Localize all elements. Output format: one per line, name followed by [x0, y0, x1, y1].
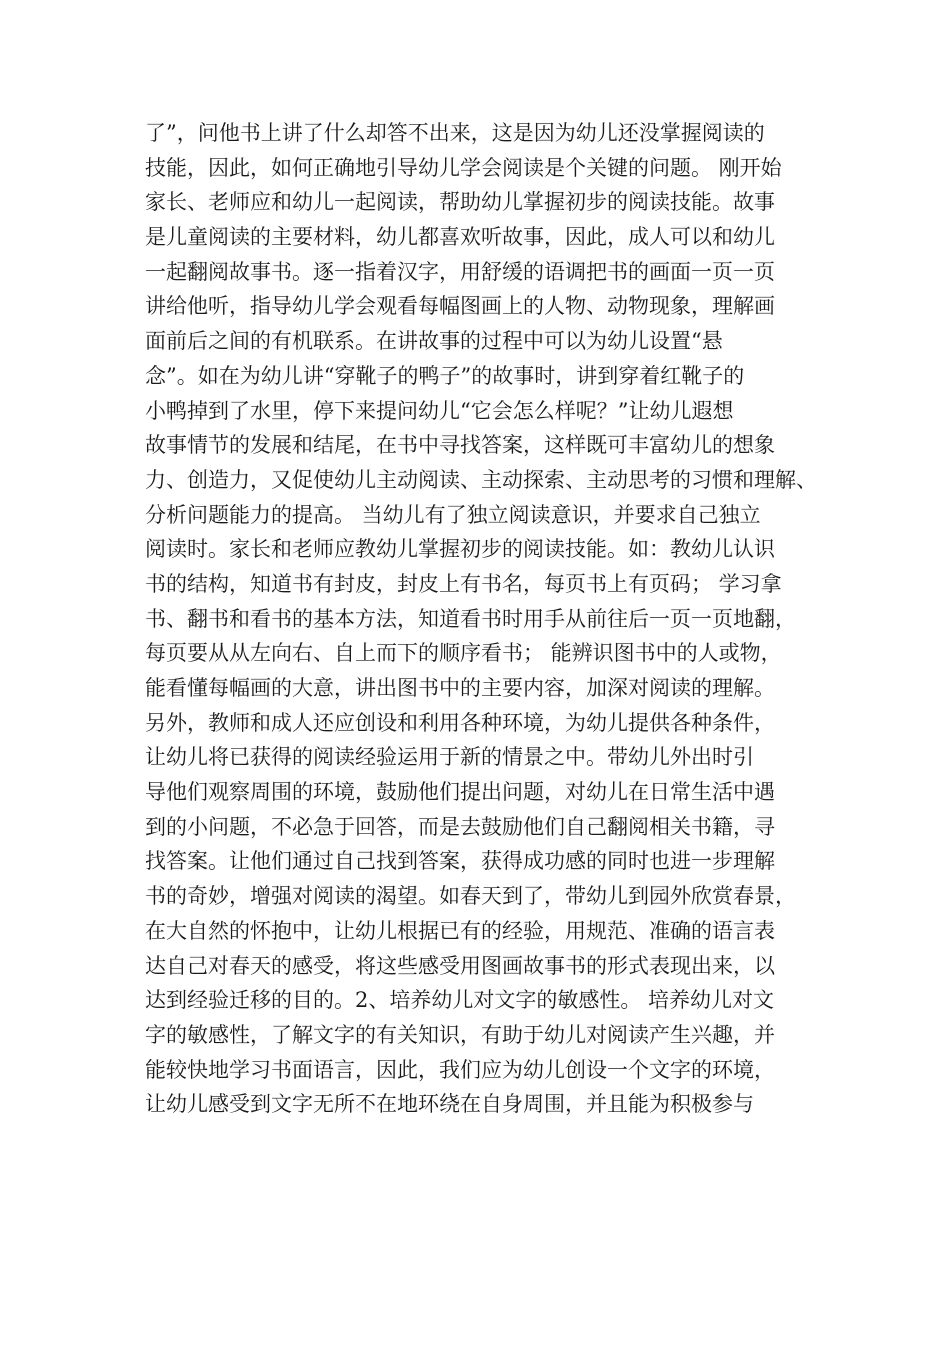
- text-line: 一起翻阅故事书。逐一指着汉字，用舒缓的语调把书的画面一页一页: [145, 259, 775, 284]
- text-line: 分析问题能力的提高。 当幼儿有了独立阅读意识，并要求自己独立: [145, 502, 761, 527]
- text-line: 让幼儿感受到文字无所不在地环绕在自身周围，并且能为积极参与: [145, 1092, 754, 1117]
- text-line: 让幼儿将已获得的阅读经验运用于新的情景之中。带幼儿外出时引: [145, 745, 754, 770]
- text-line: 另外，教师和成人还应创设和利用各种环境，为幼儿提供各种条件，: [145, 710, 775, 735]
- text-line: 能较快地学习书面语言，因此，我们应为幼儿创设一个文字的环境，: [145, 1057, 775, 1082]
- text-line: 念”。如在为幼儿讲“穿靴子的鸭子”的故事时，讲到穿着红靴子的: [145, 363, 745, 388]
- text-line: 达自己对春天的感受，将这些感受用图画故事书的形式表现出来，以: [145, 953, 775, 978]
- text-line: 力、创造力，又促使幼儿主动阅读、主动探索、主动思考的习惯和理解、: [145, 467, 817, 492]
- text-line: 能看懂每幅画的大意，讲出图书中的主要内容，加深对阅读的理解。: [145, 676, 775, 700]
- text-line: 家长、老师应和幼儿一起阅读，帮助幼儿掌握初步的阅读技能。故事: [145, 190, 775, 215]
- text-line: 书的结构，知道书有封皮，封皮上有书名，每页书上有页码； 学习拿: [145, 571, 782, 596]
- text-line: 达到经验迁移的目的。2、培养幼儿对文字的敏感性。 培养幼儿对文: [145, 988, 775, 1013]
- text-line: 故事情节的发展和结尾，在书中寻找答案，这样既可丰富幼儿的想象: [145, 433, 775, 458]
- text-line: 字的敏感性，了解文字的有关知识，有助于幼儿对阅读产生兴趣，并: [145, 1022, 775, 1047]
- text-line: 阅读时。家长和老师应教幼儿掌握初步的阅读技能。如：教幼儿认识: [145, 537, 775, 562]
- text-line: 技能，因此，如何正确地引导幼儿学会阅读是个关键的问题。 刚开始: [145, 155, 782, 180]
- text-line: 到的小问题，不必急于回答，而是去鼓励他们自己翻阅相关书籍，寻: [145, 814, 775, 839]
- text-line: 导他们观察周围的环境，鼓励他们提出问题，对幼儿在日常生活中遇: [145, 780, 775, 805]
- text-line: 书的奇妙，增强对阅读的渴望。如春天到了，带幼儿到园外欣赏春景，: [145, 884, 796, 909]
- text-line: 每页要从从左向右、自上而下的顺序看书； 能辨识图书中的人或物，: [145, 641, 782, 666]
- text-line: 了”，问他书上讲了什么却答不出来，这是因为幼儿还没掌握阅读的: [145, 121, 765, 145]
- body-text: [145, 116, 825, 1122]
- text-line: 是儿童阅读的主要材料，幼儿都喜欢听故事，因此，成人可以和幼儿: [145, 225, 775, 250]
- text-line: 小鸭掉到了水里，停下来提问幼儿“它会怎么样呢？”让幼儿遐想: [145, 398, 734, 423]
- text-line: 在大自然的怀抱中，让幼儿根据已有的经验，用规范、准确的语言表: [145, 918, 775, 943]
- text-line: 书、翻书和看书的基本方法，知道看书时用手从前往后一页一页地翻，: [145, 606, 796, 631]
- text-line: 面前后之间的有机联系。在讲故事的过程中可以为幼儿设置“悬: [145, 329, 723, 354]
- text-line: 讲给他听，指导幼儿学会观看每幅图画上的人物、动物现象，理解画: [145, 294, 775, 319]
- text-line: 找答案。让他们通过自己找到答案，获得成功感的同时也进一步理解: [145, 849, 775, 874]
